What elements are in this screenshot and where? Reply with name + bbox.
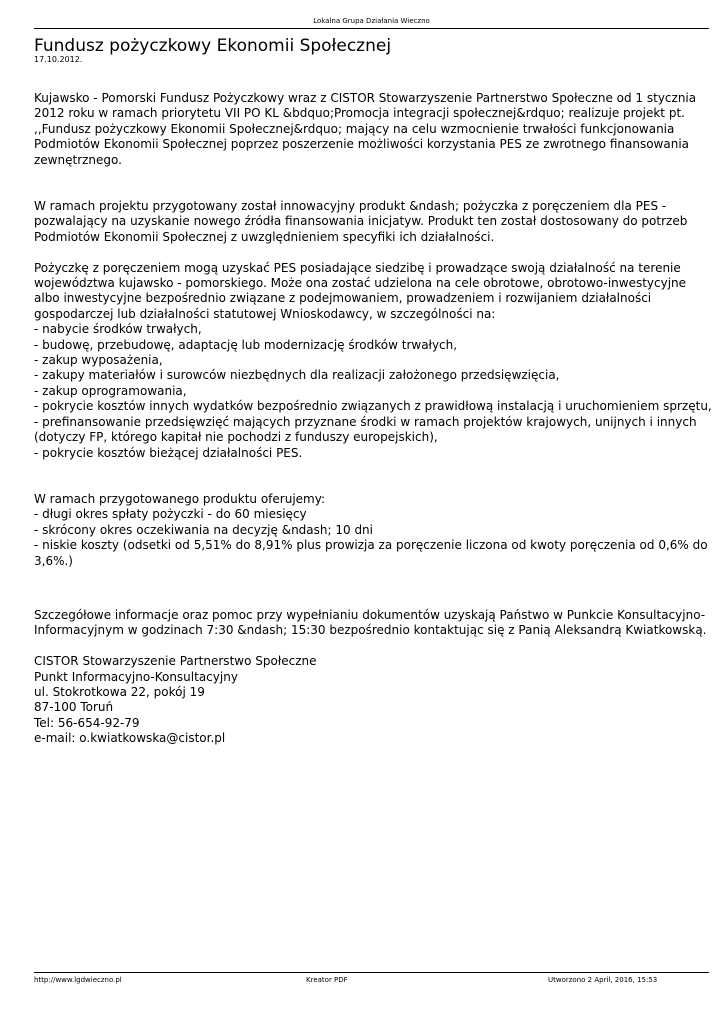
contact-email: e-mail: o.kwiatkowska@cistor.pl xyxy=(34,731,226,746)
list-item: - niskie koszty (odsetki od 5,51% do 8,91% plus prowizja za poręczenie liczona od kwoty poręczenia od 0,6% do 3,6%.) xyxy=(34,538,708,568)
purposes-list xyxy=(34,322,714,461)
footer-divider xyxy=(34,972,709,973)
details-paragraph: Szczegółowe informacje oraz pomoc przy wypełnianiu dokumentów uzyskają Państwo w Punkcie Konsultacyjno-Informacyjnym w godzinach 7:30 &ndash; 15:30 bezpośrednio kontaktując się z Panią Aleksandrą Kwiatkowską. xyxy=(34,607,707,638)
contact-phone: Tel: 56-654-92-79 xyxy=(34,715,140,730)
contact-city: 87-100 Toruń xyxy=(34,700,114,715)
header-divider xyxy=(34,28,709,29)
intro-paragraph: Kujawsko - Pomorski Fundusz Pożyczkowy wraz z CISTOR Stowarzyszenie Partnerstwo Społeczne od 1 stycznia 2012 roku w ramach priorytetu VII PO KL &bdquo;Promocja integracji społecznej&rdquo; realizuje projekt pt. ,,Fundusz pożyczkowy Ekonomii Społecznej&rdquo; mający na celu wzmocnienie trwałości funkcjonowania Podmiotów Ekonomii Społecznej poprzez poszerzenie możliwości korzystania PES ze zwrotnego finansowania zewnętrznego. xyxy=(34,91,697,167)
list-item: - pokrycie kosztów bieżącej działalności PES. xyxy=(34,445,303,460)
contact-street: ul. Stokrotkowa 22, pokój 19 xyxy=(34,684,205,699)
article-date: 17.10.2012. xyxy=(34,55,83,64)
footer-url: http://www.lgdwieczno.pl xyxy=(34,976,122,984)
list-item: - pokrycie kosztów innych wydatków bezpośrednio związanych z prawidłową instalacją i uruchomieniem sprzętu, xyxy=(34,399,712,414)
list-item: - skrócony okres oczekiwania na decyzję &ndash; 10 dni xyxy=(34,522,373,537)
list-item: - nabycie środków trwałych, xyxy=(34,322,202,337)
list-item: - zakup oprogramowania, xyxy=(34,383,187,398)
eligibility-paragraph: Pożyczkę z poręczeniem mogą uzyskać PES posiadające siedzibę i prowadzące swoją działalność na terenie województwa kujawsko - pomorskiego. Może ona zostać udzielona na cele obrotowe, obrotowo-inwestycyjne albo inwestycyjne bezpośrednio związane z podejmowaniem, prowadzeniem i rozwijaniem działalności gospodarczej lub działalności statutowej Wnioskodawcy, w szczególności na: xyxy=(34,260,687,321)
list-item: - prefinansowanie przedsięwzięć mających przyznane środki w ramach projektów krajowych, unijnych i innych (dotyczy FP, którego kapitał nie pochodzi z funduszy europejskich), xyxy=(34,414,697,445)
offer-list xyxy=(34,507,714,569)
footer-generator: Kreator PDF xyxy=(306,976,348,984)
article-title: Fundusz pożyczkowy Ekonomii Społecznej xyxy=(34,36,392,56)
offer-intro: W ramach przygotowanego produktu oferujemy: xyxy=(34,491,326,506)
list-item: - budowę, przebudowę, adaptację lub modernizację środków trwałych, xyxy=(34,337,458,352)
contact-organization: CISTOR Stowarzyszenie Partnerstwo Społeczne xyxy=(34,654,317,669)
contact-block xyxy=(34,654,714,746)
list-item: - długi okres spłaty pożyczki - do 60 miesięcy xyxy=(34,507,307,522)
list-item: - zakup wyposażenia, xyxy=(34,353,163,368)
footer-created: Utworzono 2 April, 2016, 15:53 xyxy=(548,976,658,984)
product-paragraph: W ramach projektu przygotowany został innowacyjny produkt &ndash; pożyczka z poręczeniem dla PES - pozwalający na uzyskanie nowego źródła finansowania inicjatyw. Produkt ten został dostosowany do potrzeb Podmiotów Ekonomii Społecznej z uwzględnieniem specyfiki ich działalności. xyxy=(34,199,688,244)
page-header: Lokalna Grupa Działania Wieczno xyxy=(313,17,430,25)
article-body xyxy=(34,91,714,747)
contact-office: Punkt Informacyjno-Konsultacyjny xyxy=(34,669,238,684)
list-item: - zakupy materiałów i surowców niezbędnych dla realizacji założonego przedsięwzięcia, xyxy=(34,368,560,383)
